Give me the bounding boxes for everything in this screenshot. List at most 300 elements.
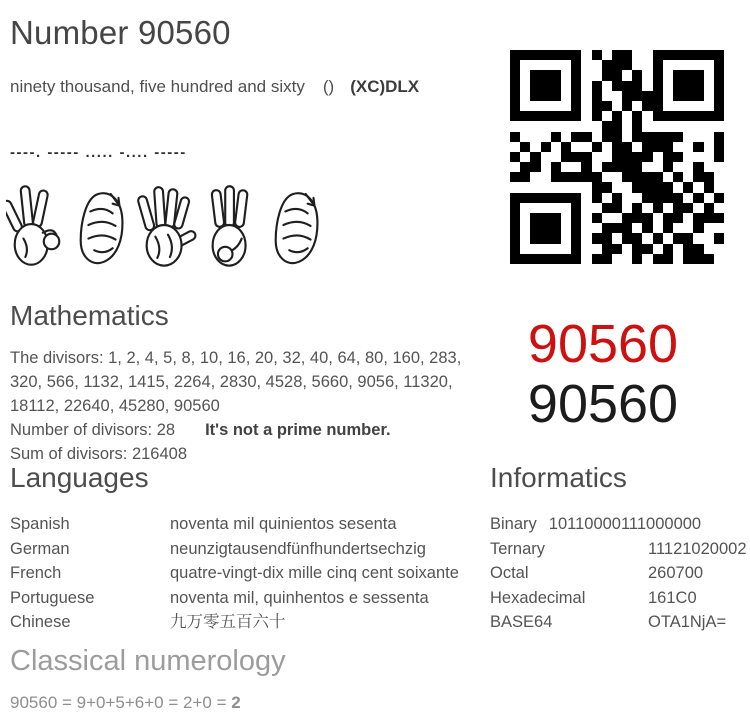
qr-module [602, 223, 612, 233]
qr-module [632, 193, 642, 203]
qr-module [714, 50, 724, 60]
qr-module [541, 50, 551, 60]
qr-module [704, 193, 714, 203]
qr-module [571, 193, 581, 203]
qr-module [693, 152, 703, 162]
number-word-line [10, 77, 419, 97]
qr-module [683, 142, 693, 152]
qr-module [642, 172, 652, 182]
qr-module [693, 223, 703, 233]
qr-module [622, 60, 632, 70]
qr-module [510, 81, 520, 91]
qr-module [592, 162, 602, 172]
sign-language-hands [6, 180, 328, 270]
qr-module [510, 254, 520, 264]
qr-module [612, 50, 622, 60]
qr-module [551, 70, 561, 80]
qr-module [530, 182, 540, 192]
qr-module [530, 121, 540, 131]
qr-module [530, 193, 540, 203]
qr-module [510, 203, 520, 213]
qr-module [673, 244, 683, 254]
qr-module [653, 152, 663, 162]
language-value: noventa mil quinientos sesenta [170, 515, 397, 533]
qr-module [581, 121, 591, 131]
language-row-french [10, 561, 485, 586]
qr-module [642, 81, 652, 91]
qr-module [561, 172, 571, 182]
qr-module [571, 60, 581, 70]
qr-module [693, 60, 703, 70]
qr-module [673, 223, 683, 233]
qr-module [571, 172, 581, 182]
number-display-black: 90560 [527, 374, 679, 434]
sign-language-hand-0 [71, 180, 133, 270]
qr-module [581, 132, 591, 142]
qr-module [704, 91, 714, 101]
qr-module [561, 213, 571, 223]
qr-module [510, 101, 520, 111]
qr-module [541, 132, 551, 142]
qr-module [653, 60, 663, 70]
qr-module [683, 162, 693, 172]
qr-module [663, 254, 673, 264]
qr-module [581, 233, 591, 243]
qr-module [602, 142, 612, 152]
qr-module [642, 132, 652, 142]
qr-module [510, 111, 520, 121]
qr-module [530, 111, 540, 121]
qr-module [561, 162, 571, 172]
language-row-portuguese [10, 586, 485, 611]
qr-module [551, 81, 561, 91]
qr-module [520, 101, 530, 111]
qr-module [551, 172, 561, 182]
qr-module [714, 60, 724, 70]
qr-module [551, 244, 561, 254]
qr-module [551, 162, 561, 172]
qr-module [632, 152, 642, 162]
qr-module [683, 152, 693, 162]
qr-module [693, 121, 703, 131]
qr-module [653, 182, 663, 192]
qr-module [602, 213, 612, 223]
qr-module [683, 244, 693, 254]
number-of-divisors-line [10, 418, 485, 442]
qr-module [612, 244, 622, 254]
qr-module [632, 101, 642, 111]
qr-module [592, 203, 602, 213]
qr-module [632, 203, 642, 213]
qr-module [622, 203, 632, 213]
qr-module [592, 213, 602, 223]
qr-module [642, 111, 652, 121]
qr-module [541, 254, 551, 264]
qr-module [541, 233, 551, 243]
informatics-value: OTA1NjA= [648, 613, 727, 631]
informatics-rows [490, 512, 748, 635]
informatics-row-base64 [490, 610, 748, 635]
qr-module [602, 101, 612, 111]
qr-module [581, 142, 591, 152]
informatics-label: Ternary [490, 539, 546, 558]
qr-module [602, 254, 612, 264]
qr-module [592, 223, 602, 233]
qr-module [551, 142, 561, 152]
qr-module [642, 50, 652, 60]
qr-module [602, 182, 612, 192]
qr-module [683, 60, 693, 70]
qr-module [530, 162, 540, 172]
qr-module [704, 70, 714, 80]
qr-module [663, 244, 673, 254]
qr-module [663, 50, 673, 60]
qr-module [561, 182, 571, 192]
qr-module [632, 121, 642, 131]
qr-module [642, 162, 652, 172]
qr-module [602, 60, 612, 70]
qr-module [673, 111, 683, 121]
qr-module [551, 254, 561, 264]
qr-module [642, 152, 652, 162]
qr-module [581, 70, 591, 80]
qr-module [612, 182, 622, 192]
page-title: Number 90560 [10, 14, 231, 51]
qr-module [653, 254, 663, 264]
qr-module [541, 91, 551, 101]
informatics-value: 161C0 [648, 588, 697, 607]
qr-module [520, 152, 530, 162]
qr-module [581, 101, 591, 111]
language-value: neunzigtausendfünfhundertsechzig [170, 539, 426, 558]
qr-module [561, 152, 571, 162]
qr-module [541, 203, 551, 213]
qr-module [632, 60, 642, 70]
qr-module [612, 172, 622, 182]
qr-module [520, 254, 530, 264]
qr-module [622, 152, 632, 162]
languages-rows [10, 512, 485, 635]
qr-module [612, 213, 622, 223]
qr-module [571, 142, 581, 152]
qr-module [571, 101, 581, 111]
qr-module [622, 121, 632, 131]
qr-module [520, 81, 530, 91]
qr-module [530, 223, 540, 233]
qr-module [510, 162, 520, 172]
mathematics-section [10, 300, 485, 466]
qr-module [622, 81, 632, 91]
qr-module [571, 50, 581, 60]
qr-module [663, 162, 673, 172]
qr-module [632, 132, 642, 142]
qr-module [653, 50, 663, 60]
qr-module [592, 50, 602, 60]
qr-module [602, 193, 612, 203]
qr-module [581, 182, 591, 192]
qr-module [612, 70, 622, 80]
qr-module [612, 121, 622, 131]
qr-module [622, 182, 632, 192]
qr-module [642, 91, 652, 101]
qr-module [673, 60, 683, 70]
qr-module [653, 142, 663, 152]
qr-module [541, 193, 551, 203]
qr-module [632, 244, 642, 254]
qr-module [581, 193, 591, 203]
qr-module [612, 152, 622, 162]
qr-module [714, 182, 724, 192]
qr-module [693, 81, 703, 91]
qr-module [541, 172, 551, 182]
qr-module [714, 203, 724, 213]
qr-module [653, 233, 663, 243]
qr-module [530, 203, 540, 213]
qr-module [561, 81, 571, 91]
qr-module [602, 162, 612, 172]
qr-module [541, 60, 551, 70]
qr-module [622, 172, 632, 182]
qr-module [714, 70, 724, 80]
informatics-value: 10110000111000000 [548, 515, 702, 533]
qr-module [693, 182, 703, 192]
informatics-row-hexadecimal [490, 586, 748, 611]
qr-module [602, 81, 612, 91]
qr-module [622, 101, 632, 111]
qr-module [704, 203, 714, 213]
qr-module [530, 101, 540, 111]
qr-module [541, 81, 551, 91]
languages-heading: Languages [10, 462, 149, 493]
informatics-heading: Informatics [490, 462, 627, 493]
qr-module [581, 172, 591, 182]
qr-module [592, 101, 602, 111]
language-value: quatre-vingt-dix mille cinq cent soixante [170, 564, 459, 582]
qr-module [622, 111, 632, 121]
qr-module [632, 142, 642, 152]
qr-module [704, 152, 714, 162]
sign-language-hand-6 [201, 180, 263, 270]
qr-module [571, 121, 581, 131]
qr-module [663, 152, 673, 162]
qr-module [520, 172, 530, 182]
qr-module [510, 91, 520, 101]
qr-module [632, 182, 642, 192]
qr-module [561, 111, 571, 121]
qr-module [561, 203, 571, 213]
sign-language-hand-5 [136, 180, 198, 270]
qr-module [632, 213, 642, 223]
number-of-divisors: Number of divisors: 28 [10, 421, 176, 439]
qr-module [541, 213, 551, 223]
qr-module [714, 172, 724, 182]
numerology-section [10, 645, 286, 713]
qr-module [653, 213, 663, 223]
qr-module [520, 193, 530, 203]
qr-module [673, 91, 683, 101]
qr-module [653, 111, 663, 121]
qr-module [541, 121, 551, 131]
qr-module [663, 213, 673, 223]
qr-module [704, 60, 714, 70]
qr-module [592, 111, 602, 121]
qr-module [520, 162, 530, 172]
qr-module [632, 162, 642, 172]
qr-module [663, 233, 673, 243]
qr-module [663, 70, 673, 80]
qr-module [693, 50, 703, 60]
language-label: French [10, 564, 62, 582]
qr-module [561, 70, 571, 80]
qr-module [530, 91, 540, 101]
qr-module [571, 223, 581, 233]
qr-module [602, 152, 612, 162]
mathematics-heading: Mathematics [10, 300, 169, 331]
qr-module [551, 121, 561, 131]
qr-module [653, 81, 663, 91]
qr-module [561, 193, 571, 203]
qr-module [673, 121, 683, 131]
qr-module [551, 203, 561, 213]
qr-module [571, 233, 581, 243]
qr-module [714, 162, 724, 172]
qr-module [632, 81, 642, 91]
qr-module [693, 91, 703, 101]
qr-module [541, 142, 551, 152]
qr-module [642, 213, 652, 223]
qr-module [642, 193, 652, 203]
qr-module [663, 193, 673, 203]
qr-module [592, 233, 602, 243]
qr-module [683, 213, 693, 223]
language-row-chinese [10, 610, 485, 635]
qr-module [510, 70, 520, 80]
qr-module [622, 70, 632, 80]
qr-module [571, 244, 581, 254]
qr-module [510, 142, 520, 152]
informatics-row-binary [490, 512, 748, 537]
qr-module [510, 152, 520, 162]
qr-module [693, 193, 703, 203]
qr-module [551, 182, 561, 192]
qr-module [541, 101, 551, 111]
qr-module [612, 111, 622, 121]
qr-module [520, 111, 530, 121]
qr-module [571, 182, 581, 192]
qr-module [592, 60, 602, 70]
qr-module [663, 60, 673, 70]
informatics-label: Hexadecimal [490, 588, 586, 607]
qr-module [642, 101, 652, 111]
qr-module [510, 50, 520, 60]
qr-module [693, 162, 703, 172]
qr-module [693, 203, 703, 213]
qr-module [581, 111, 591, 121]
qr-module [530, 142, 540, 152]
sign-language-hand-0 [266, 180, 328, 270]
qr-module [602, 203, 612, 213]
qr-module [520, 132, 530, 142]
qr-module [571, 70, 581, 80]
qr-module [653, 193, 663, 203]
qr-module [510, 60, 520, 70]
qr-module [683, 203, 693, 213]
qr-module [693, 244, 703, 254]
qr-module [663, 101, 673, 111]
qr-module [581, 152, 591, 162]
qr-module [683, 50, 693, 60]
qr-module [510, 182, 520, 192]
number-display [470, 314, 736, 434]
qr-module [520, 182, 530, 192]
qr-module [581, 50, 591, 60]
qr-module [704, 244, 714, 254]
qr-module [510, 213, 520, 223]
qr-module [673, 172, 683, 182]
language-row-german [10, 537, 485, 562]
qr-module [653, 101, 663, 111]
qr-module [592, 244, 602, 254]
qr-code [510, 50, 724, 264]
qr-module [581, 223, 591, 233]
qr-module [663, 142, 673, 152]
qr-module [683, 233, 693, 243]
qr-module [663, 132, 673, 142]
number-word-form: ninety thousand, five hundred and sixty [10, 77, 305, 96]
qr-module [704, 223, 714, 233]
qr-module [592, 70, 602, 80]
languages-section [10, 462, 485, 635]
qr-module [622, 91, 632, 101]
qr-module [632, 223, 642, 233]
qr-module [612, 132, 622, 142]
qr-module [561, 223, 571, 233]
qr-module [653, 121, 663, 131]
qr-module [693, 142, 703, 152]
qr-module [642, 233, 652, 243]
qr-module [510, 172, 520, 182]
sign-language-hand-9 [6, 180, 68, 270]
qr-module [683, 132, 693, 142]
qr-module [612, 101, 622, 111]
qr-module [642, 254, 652, 264]
qr-module [632, 111, 642, 121]
qr-module [642, 70, 652, 80]
qr-module [530, 60, 540, 70]
qr-module [510, 233, 520, 243]
qr-module [551, 50, 561, 60]
qr-module [693, 101, 703, 111]
qr-module [530, 244, 540, 254]
qr-module [602, 70, 612, 80]
qr-module [530, 70, 540, 80]
qr-module [530, 81, 540, 91]
qr-module [551, 60, 561, 70]
qr-module [663, 182, 673, 192]
qr-module [653, 203, 663, 213]
qr-module [541, 182, 551, 192]
qr-module [520, 142, 530, 152]
qr-module [622, 162, 632, 172]
qr-module [693, 111, 703, 121]
qr-module [704, 111, 714, 121]
qr-module [653, 223, 663, 233]
qr-module [632, 50, 642, 60]
qr-module [612, 142, 622, 152]
qr-module [622, 50, 632, 60]
informatics-label: BASE64 [490, 613, 553, 631]
qr-module [520, 233, 530, 243]
